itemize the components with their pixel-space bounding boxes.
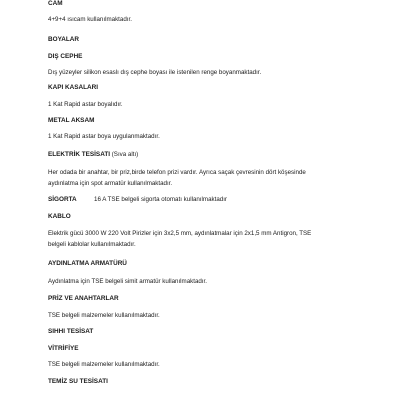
cam-heading: CAM — [48, 0, 63, 7]
aydinlatma-heading: AYDINLATMA ARMATÜRÜ — [48, 260, 127, 267]
kapi-kasalari-heading: KAPI KASALARI — [48, 84, 99, 91]
aydinlatma-text: Aydınlatma için TSE belgeli simit armatür kullanılmaktadır. — [48, 278, 207, 285]
priz-text: TSE belgeli malzemeler kullanılmaktadır. — [48, 312, 160, 319]
sihhi-tesisat-heading: SIHHI TESİSAT — [48, 328, 94, 335]
metal-aksam-heading: METAL AKSAM — [48, 117, 95, 124]
sigorta-text: 16 A TSE belgeli sigorta otomatı kullanılmaktadır — [94, 196, 227, 203]
kablo-heading: KABLO — [48, 213, 71, 220]
kablo-text-line-1: Elektrik gücü 3000 W 220 Volt Pirizler için 3x2,5 mm, aydınlatmalar için 2x1,5 mm Antigron, TSE — [48, 230, 312, 237]
metal-aksam-text: 1 Kat Rapid astar boya uygulanmaktadır. — [48, 133, 160, 140]
elektrik-text-line-2: aydınlatma için spot armatür kullanılmaktadır. — [48, 180, 173, 187]
priz-heading: PRİZ VE ANAHTARLAR — [48, 295, 119, 302]
vitrifiye-heading: VİTRİFİYE — [48, 345, 79, 352]
temiz-su-heading: TEMİZ SU TESİSATI — [48, 378, 108, 385]
vitrifiye-text: TSE belgeli malzemeler kullanılmaktadır. — [48, 361, 160, 368]
elektrik-heading-note: (Sıva altı) — [111, 151, 139, 158]
sigorta-heading: SİGORTA — [48, 196, 77, 203]
kapi-kasalari-text: 1 Kat Rapid astar boyalıdır. — [48, 101, 123, 108]
elektrik-heading-line — [48, 151, 138, 159]
cam-text: 4+9+4 ısıcam kullanılmaktadır. — [48, 16, 132, 23]
kablo-text-line-2: belgeli kablolar kullanılmaktadır. — [48, 241, 136, 248]
dis-cephe-heading: DIŞ CEPHE — [48, 53, 83, 60]
elektrik-text-line-1: Her odada bir anahtar, bir priz,birde telefon prizi vardır. Ayrıca saçak çevresinin dört köşesinde — [48, 169, 306, 176]
dis-cephe-text: Dış yüzeyler silikon esaslı dış cephe boyası ile istenilen renge boyanmaktadır. — [48, 69, 262, 76]
elektrik-heading: ELEKTRİK TESİSATI — [48, 151, 111, 158]
boyalar-heading: BOYALAR — [48, 36, 80, 43]
